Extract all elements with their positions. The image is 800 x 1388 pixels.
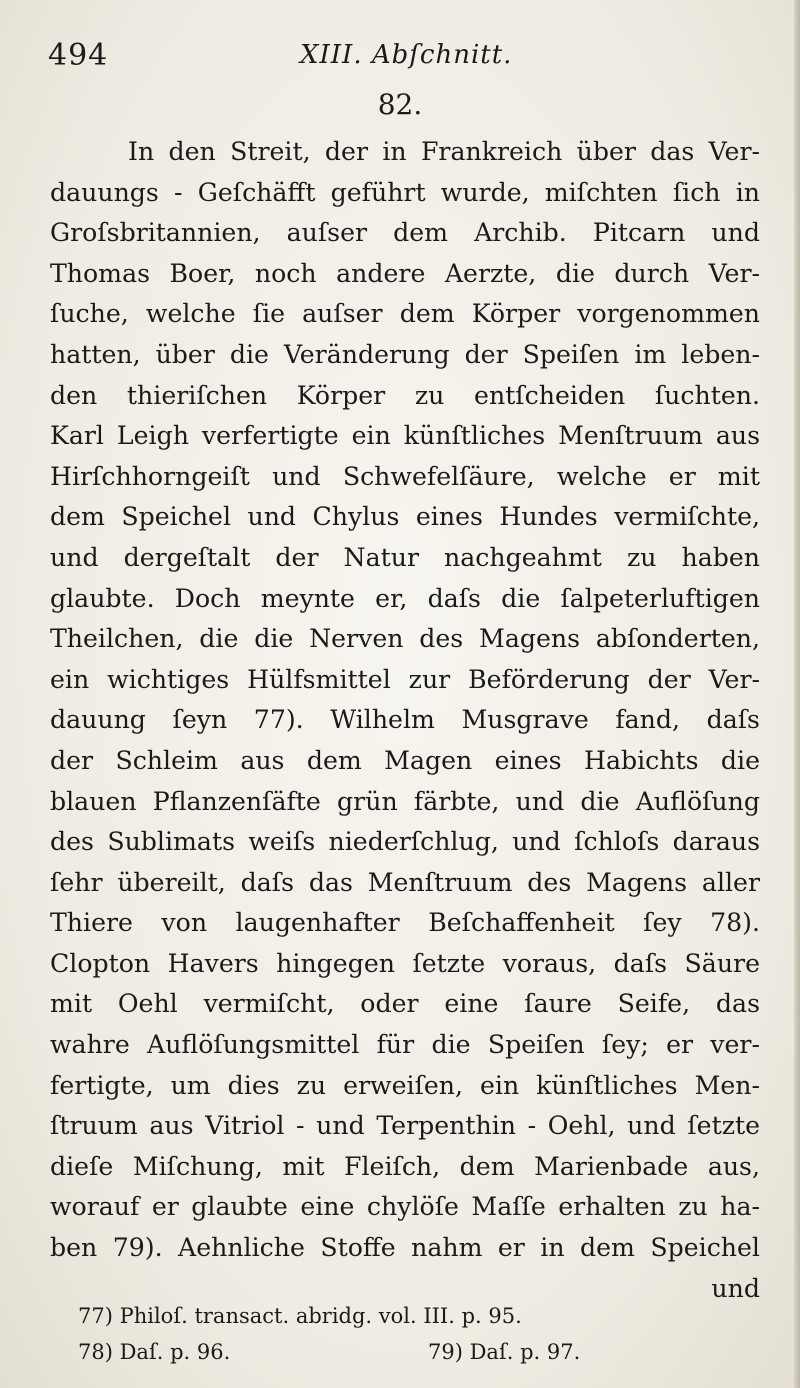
page-header <box>48 38 752 78</box>
text-line: Groſsbritannien, auſser dem Archib. Pitcarn und <box>50 218 760 248</box>
footnote-78: 78) Daſ. p. 96. <box>78 1340 231 1364</box>
text-line: dauungs - Geſchäfft geführt wurde, miſchten ſich in <box>50 177 760 207</box>
text-line: der Schleim aus dem Magen eines Habichts die <box>50 745 760 775</box>
catchword: und <box>711 1273 760 1303</box>
text-line: des Sublimats weiſs niederſchlug, und ſchloſs daraus <box>50 827 760 857</box>
body-text <box>50 132 760 1309</box>
text-line: fertigte, um dies zu erweiſen, ein künſtliches Men- <box>50 1070 760 1100</box>
text-line: ſtruum aus Vitriol - und Terpenthin - Oehl, und ſetzte <box>50 1111 760 1141</box>
text-line: ſehr übereilt, daſs das Menſtruum des Magens aller <box>50 867 760 897</box>
text-line: blauen Pflanzenſäfte grün färbte, und die Auflöſung <box>50 786 760 816</box>
text-line: In den Streit, der in Frankreich über das Ver- <box>128 137 760 166</box>
text-line: mit Oehl vermiſcht, oder eine ſaure Seife, das <box>50 989 760 1019</box>
text-line: ein wichtiges Hülfsmittel zur Beförderung der Ver- <box>50 664 760 694</box>
text-line: Karl Leigh verfertigte ein künſtliches Menſtruum aus <box>50 421 760 451</box>
text-line: ſuche, welche ſie auſser dem Körper vorgenommen <box>50 299 760 329</box>
text-line: worauf er glaubte eine chylöſe Maſſe erhalten zu ha- <box>50 1192 760 1222</box>
text-line: und dergeſtalt der Natur nachgeahmt zu haben <box>50 542 760 572</box>
footnote-79: 79) Daſ. p. 97. <box>428 1340 581 1364</box>
text-line: ben 79). Aehnliche Stoffe nahm er in dem Speichel <box>50 1233 760 1263</box>
text-line: Theilchen, die die Nerven des Magens abſonderten, <box>50 624 760 654</box>
text-line: glaubte. Doch meynte er, daſs die ſalpeterluftigen <box>50 583 760 613</box>
footnote-77: 77) Philoſ. transact. abridg. vol. III. p. 95. <box>78 1304 522 1328</box>
text-line: den thieriſchen Körper zu entſcheiden ſuchten. <box>50 380 760 410</box>
text-line: Thomas Boer, noch andere Aerzte, die durch Ver- <box>50 258 760 288</box>
running-head: XIII. Abſchnitt. <box>300 40 513 70</box>
footnotes <box>78 1298 768 1370</box>
page-number: 494 <box>48 38 109 73</box>
text-line: dieſe Miſchung, mit Fleiſch, dem Marienbade aus, <box>50 1151 760 1181</box>
text-line: dem Speichel und Chylus eines Hundes vermiſchte, <box>50 502 760 532</box>
page-edge <box>794 0 800 1388</box>
text-line: hatten, über die Veränderung der Speiſen im leben- <box>50 339 760 369</box>
text-line: wahre Auflöſungsmittel für die Speiſen ſey; er ver- <box>50 1030 760 1060</box>
section-number: 82. <box>377 88 423 121</box>
text-line: Hirſchhorngeiſt und Schwefelſäure, welche er mit <box>50 461 760 491</box>
footnote-row <box>78 1334 768 1370</box>
text-line: Clopton Havers hingegen ſetzte voraus, daſs Säure <box>50 948 760 978</box>
text-line: dauung ſeyn 77). Wilhelm Musgrave fand, daſs <box>50 705 760 735</box>
text-line: Thiere von laugenhafter Beſchaffenheit ſey 78). <box>50 908 760 938</box>
